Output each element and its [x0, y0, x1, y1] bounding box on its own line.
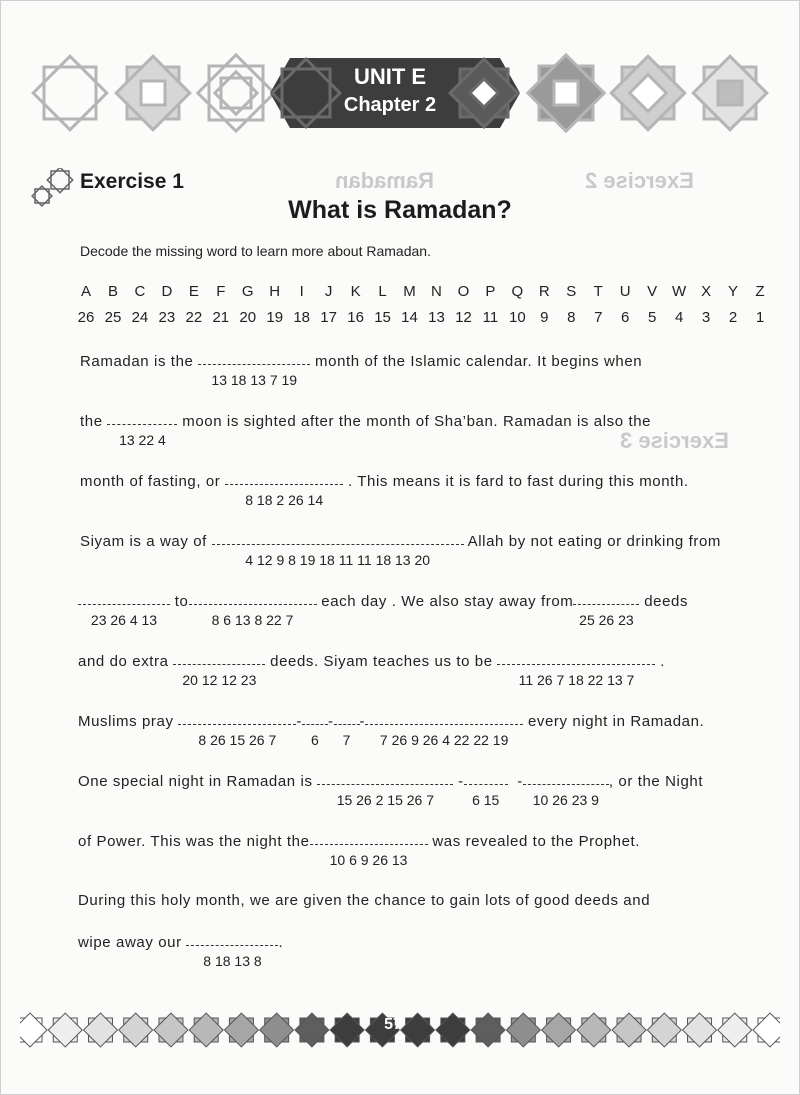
sentence-line	[80, 352, 643, 388]
blank-code: 10 6 9 26 13	[329, 852, 408, 868]
cipher-letter: K	[350, 283, 361, 300]
sentence-text: was revealed to the Prophet.	[432, 833, 641, 850]
page-number: 57	[384, 1016, 402, 1033]
cipher-code: 8	[567, 309, 576, 326]
cipher-code: 7	[594, 309, 603, 326]
sentence-text: Muslims pray	[78, 713, 174, 730]
footer-star-icon	[506, 1013, 540, 1047]
blank-code: 8 26 15 26 7	[198, 732, 277, 748]
answer-blank[interactable]	[173, 652, 265, 688]
cipher-letter: A	[80, 283, 92, 300]
answer-blank[interactable]	[365, 712, 523, 748]
footer-star-icon	[647, 1013, 681, 1047]
footer-star-icon	[84, 1013, 118, 1047]
sentence-text: and do extra	[78, 653, 169, 670]
sentence-text: deeds	[644, 593, 689, 610]
footer-star-icon	[154, 1013, 188, 1047]
cipher-code: 23	[158, 309, 176, 326]
footer-star-icon	[577, 1013, 611, 1047]
cipher-letter: D	[161, 283, 173, 300]
cipher-letter: N	[431, 283, 442, 300]
footer-star-icon	[471, 1013, 505, 1047]
answer-blank[interactable]	[497, 652, 655, 688]
footer-star-icon	[119, 1013, 153, 1047]
answer-blank[interactable]	[310, 832, 428, 868]
sentence-line	[80, 412, 652, 448]
unit-label: UNIT E	[353, 64, 427, 89]
answer-blank[interactable]	[523, 772, 609, 808]
cipher-code: 4	[674, 309, 684, 326]
footer-star-icon	[189, 1013, 223, 1047]
cipher-code: 12	[455, 309, 472, 326]
footer-star-icon	[753, 1013, 780, 1047]
chapter-label: Chapter 2	[343, 94, 437, 116]
sentence-text: wipe away our	[78, 934, 182, 951]
cipher-code: 21	[212, 309, 230, 326]
sentence-line	[78, 892, 650, 909]
cipher-code: 20	[239, 309, 257, 326]
cipher-letter: S	[566, 283, 577, 300]
blank-code: 20 12 12 23	[182, 672, 257, 688]
blank-code: 8 18 2 26 14	[245, 492, 324, 508]
answer-blank[interactable]	[78, 592, 170, 628]
cipher-letter: W	[672, 283, 687, 300]
cipher-code: 5	[647, 309, 657, 326]
cipher-code: 18	[293, 309, 311, 326]
cipher-letter: U	[619, 283, 631, 300]
cipher-letter: R	[538, 283, 550, 300]
sentence-text: to	[174, 593, 189, 610]
footer-star-icon	[224, 1013, 258, 1047]
cipher-letter: Z	[755, 283, 765, 300]
blank-code: 8 6 13 8 22 7	[211, 612, 294, 628]
cipher-letter: C	[134, 283, 146, 300]
answer-blank[interactable]	[573, 592, 639, 628]
cipher-letter: O	[457, 283, 470, 300]
sentence-line: Muslims pray 8 26 15 26 7 - 6 - 7 - 7 26 9 26 4 22 22 19 every night in Ramadan.	[78, 713, 705, 748]
sentence-text: , or the Night	[608, 773, 704, 790]
sentence-line: One special night in Ramadan is 15 26 2 15 26 7 - 6 15 - 10 26 23 9 , or the Night	[78, 773, 704, 808]
cipher-code: 10	[509, 309, 526, 326]
blank-code: 8 18 13 8	[203, 953, 262, 969]
footer-star-icon	[20, 1013, 47, 1047]
sentence-text: .	[278, 934, 284, 951]
cipher-code: 13	[428, 309, 445, 326]
sentence-text: each day . We also stay away from	[321, 593, 574, 610]
sentence-text: Siyam is a way of	[80, 533, 207, 550]
cipher-code: 19	[266, 309, 284, 326]
sentence-text: deeds. Siyam teaches us to be	[270, 653, 493, 670]
cipher-code: 25	[104, 309, 122, 326]
blank-code: 25 26 23	[579, 612, 634, 628]
cipher-letter: G	[241, 283, 254, 300]
footer-star-icon	[260, 1013, 294, 1047]
page-title: What is Ramadan?	[288, 196, 512, 224]
cipher-letter: B	[107, 283, 118, 300]
sentence-line	[80, 532, 722, 568]
blank-code: 13 18 13 7 19	[211, 372, 298, 388]
sentence-text: During this holy month, we are given the chance to gain lots of good deeds and	[78, 892, 651, 909]
sentence-text: . This means it is fard to fast during this month.	[347, 473, 689, 490]
cipher-letter: T	[593, 283, 603, 300]
cipher-code: 9	[540, 309, 549, 326]
cipher-letter: V	[647, 283, 658, 300]
sentence-line	[78, 652, 666, 688]
cipher-code: 16	[347, 309, 364, 326]
sentence-line	[80, 472, 689, 508]
sentence-text: month of the Islamic calendar. It begins when	[315, 353, 643, 370]
sentence-text: One special night in Ramadan is	[78, 773, 313, 790]
sentence-text: Allah by not eating or drinking from	[467, 533, 722, 550]
sentence-line	[78, 933, 284, 969]
sentence-line	[78, 592, 689, 628]
blank-code: 23 26 4 13	[90, 612, 158, 628]
cipher-letter: I	[299, 283, 304, 300]
footer-star-icon	[683, 1013, 717, 1047]
footer-star-icon	[295, 1013, 329, 1047]
cipher-letter: E	[188, 283, 199, 300]
bleed-through-decoration: Exercise 2	[585, 168, 694, 193]
cipher-letter: H	[269, 283, 281, 300]
cipher-letter: J	[324, 283, 333, 300]
sentence-text: the	[80, 413, 103, 430]
bleed-through-decoration: Exercise 3	[620, 428, 729, 453]
cipher-letter: F	[216, 283, 226, 300]
answer-blank[interactable]	[198, 352, 310, 388]
footer-star-icon	[542, 1013, 576, 1047]
cipher-code: 24	[131, 309, 149, 326]
cipher-code: 15	[374, 309, 391, 326]
sentence-text: moon is sighted after the month of Sha’ban. Ramadan is also the	[182, 413, 652, 430]
unit-chapter-plate	[290, 58, 490, 128]
blank-code: 4 12 9 8 19 18 11 11 18 13 20	[245, 552, 431, 568]
blank-code: 6	[311, 732, 319, 748]
answer-blank[interactable]	[317, 772, 453, 808]
cipher-code: 17	[320, 309, 337, 326]
footer-star-icon	[436, 1013, 470, 1047]
answer-blank[interactable]	[225, 472, 343, 508]
answer-blank[interactable]	[212, 532, 464, 568]
cipher-code: 3	[701, 309, 711, 326]
answer-blank[interactable]	[107, 412, 177, 448]
cipher-letter: Q	[511, 283, 524, 300]
answer-blank[interactable]	[302, 712, 328, 748]
footer-star-icon	[48, 1013, 82, 1047]
sentence-text: Ramadan is the	[80, 353, 194, 370]
blank-code: 10 26 23 9	[532, 792, 599, 808]
blank-code: 7 26 9 26 4 22 22 19	[379, 732, 509, 748]
cipher-code: 11	[482, 309, 499, 326]
sentence-text: month of fasting, or	[80, 473, 221, 490]
sentence-text: every night in Ramadan.	[527, 713, 705, 730]
blank-code: 6 15	[472, 792, 500, 808]
cipher-code: 1	[755, 309, 765, 326]
cipher-code: 14	[401, 309, 418, 326]
blank-code: 7	[342, 732, 351, 748]
blank-code: 11 26 7 18 22 13 7	[518, 672, 635, 688]
instruction-text: Decode the missing word to learn more about Ramadan.	[80, 243, 431, 259]
exercise-label: Exercise 1	[80, 170, 184, 193]
cipher-code: 6	[621, 309, 630, 326]
cipher-letter: M	[403, 283, 416, 300]
footer-star-icon	[612, 1013, 646, 1047]
answer-blank[interactable]	[189, 592, 317, 628]
cipher-letter: X	[701, 283, 712, 300]
answer-blank[interactable]	[186, 933, 278, 969]
cipher-letter: P	[485, 283, 496, 300]
cipher-code: 26	[77, 309, 95, 326]
footer-star-icon	[718, 1013, 752, 1047]
footer-star-icon	[330, 1013, 364, 1047]
cipher-code: 22	[185, 309, 203, 326]
answer-blank[interactable]	[178, 712, 296, 748]
answer-blank[interactable]	[464, 772, 508, 808]
bleed-through-decoration: Ramadan	[335, 168, 435, 193]
answer-blank[interactable]	[334, 712, 360, 748]
sentence-line	[78, 832, 641, 868]
sentence-text: of Power. This was the night the	[78, 833, 310, 850]
cipher-code: 2	[728, 309, 738, 326]
blank-code: 15 26 2 15 26 7	[336, 792, 434, 808]
blank-code: 13 22 4	[119, 432, 166, 448]
cipher-letter: Y	[728, 283, 739, 300]
cipher-letter: L	[378, 283, 387, 300]
sentence-text: .	[660, 653, 666, 670]
